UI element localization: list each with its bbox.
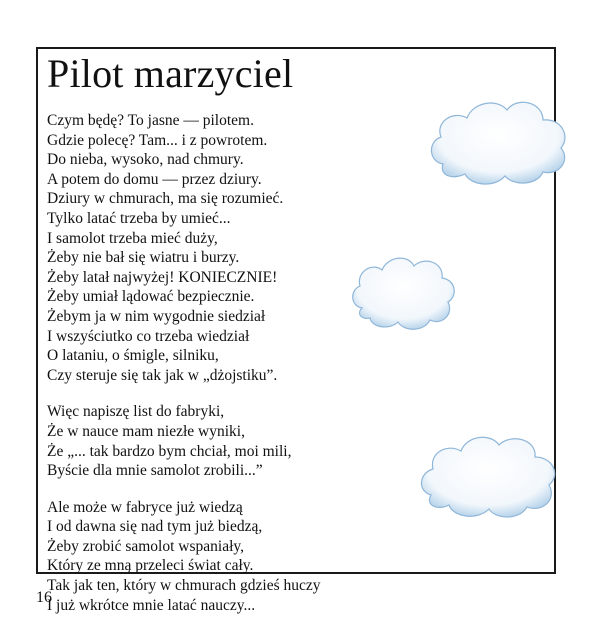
poem-line: Dziury w chmurach, ma się rozumieć. xyxy=(47,190,284,208)
poem-line: Żeby nie bał się wiatru i burzy. xyxy=(47,249,240,267)
cloud-illustration-top xyxy=(425,92,575,192)
poem-line: I od dawna się nad tym już biedzą, xyxy=(47,518,263,536)
poem-line: I samolot trzeba mieć duży, xyxy=(47,229,218,247)
poem-line: Gdzie polecę? Tam... i z powrotem. xyxy=(47,131,268,149)
poem-line: O lataniu, o śmigle, silniku, xyxy=(47,347,219,365)
poem-line: Że „... tak bardzo bym chciał, moi mili, xyxy=(47,442,292,460)
stanza-2 xyxy=(47,402,387,480)
poem-line: Który ze mną przeleci świat cały. xyxy=(47,557,254,575)
page-number: 16 xyxy=(36,589,52,606)
cloud-illustration-middle xyxy=(348,250,460,334)
poem-line: Żebym ja w nim wygodnie siedział xyxy=(47,307,266,325)
poem-line: I już wkrótce mnie latać nauczy... xyxy=(47,596,256,614)
poem-line: Więc napiszę list do fabryki, xyxy=(47,403,225,421)
poem-line: Ale może w fabryce już wiedzą xyxy=(47,498,243,516)
poem-line: Że w nauce mam niezłe wyniki, xyxy=(47,422,245,440)
poem-line: Żeby umiał lądować bezpiecznie. xyxy=(47,288,255,306)
poem-title: Pilot marzyciel xyxy=(47,51,294,96)
poem-body xyxy=(47,111,387,632)
cloud-illustration-bottom xyxy=(415,425,565,525)
poem-line: Tylko latać trzeba by umieć... xyxy=(47,209,231,227)
poem-line: Czym będę? To jasne — pilotem. xyxy=(47,112,254,129)
poem-line: Byście dla mnie samolot zrobili...” xyxy=(47,462,263,480)
poem-line: Tak jak ten, który w chmurach gdzieś huczy xyxy=(47,577,321,595)
poem-line: Do nieba, wysoko, nad chmury. xyxy=(47,151,244,169)
poem-line: Żeby latał najwyżej! KONIECZNIE! xyxy=(47,268,278,286)
poem-line: A potem do domu — przez dziury. xyxy=(47,170,262,188)
stanza-1 xyxy=(47,111,387,385)
poem-line: Żeby zrobić samolot wspaniały, xyxy=(47,537,244,555)
poem-line: I wszyściutko co trzeba wiedział xyxy=(47,327,250,345)
stanza-3 xyxy=(47,498,387,616)
poem-line: Czy steruje się tak jak w „dżojstiku”. xyxy=(47,366,278,384)
